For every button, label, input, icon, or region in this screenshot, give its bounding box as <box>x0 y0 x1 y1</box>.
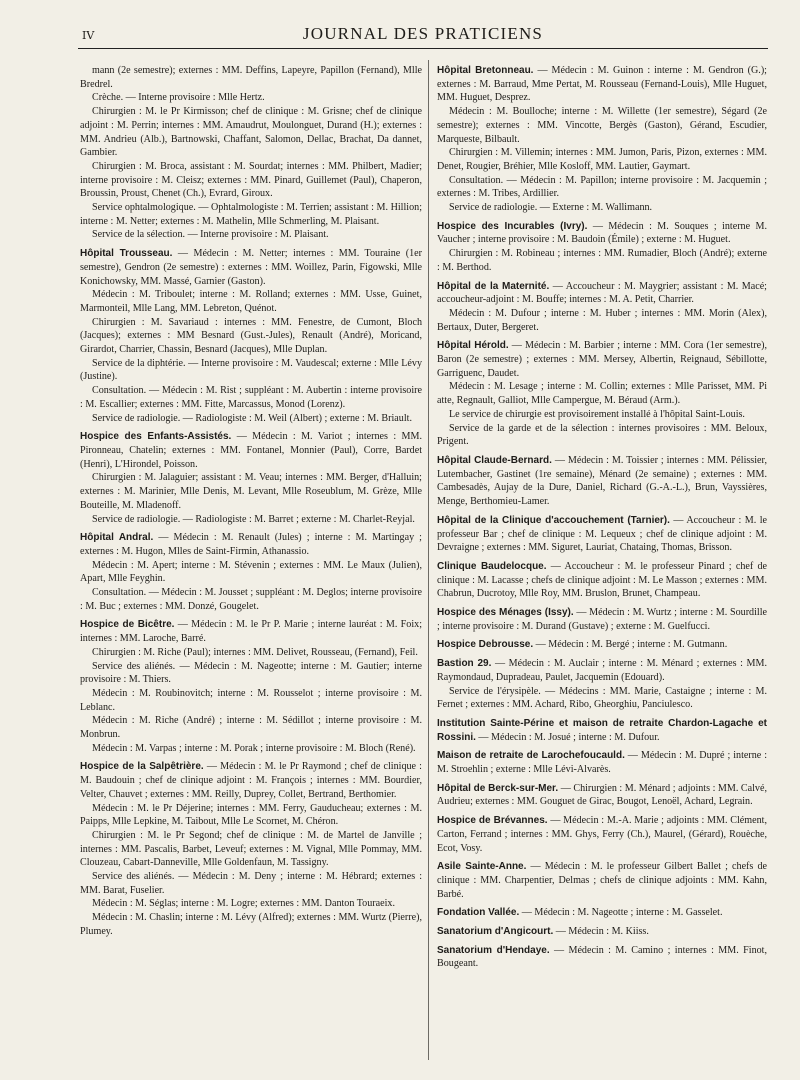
hospital-name: Sanatorium d'Angicourt. <box>437 926 554 938</box>
hospital-entry <box>437 560 767 601</box>
entry-text: Médecin : M. Dufour ; interne : M. Huber ; internes : MM. Morin (Alex), Bertaux, Duter, Bergeret. <box>437 307 767 333</box>
entry-text: Maison de retraite de Larochefoucauld. — Médecin : M. Dupré ; interne : M. Stroehlin ; externe : Mlle Lévi-Alvarès. <box>437 750 767 776</box>
hospital-name: Fondation Vallée. <box>437 907 520 919</box>
entry-text: Asile Sainte-Anne. — Médecin : M. le professeur Gilbert Ballet ; chefs de clinique : MM. Charpentier, Delmas ; chefs de clinique adjoints : MM. Kahn, Barbé. <box>437 861 767 900</box>
entry-text: Hôpital Claude-Bernard. — Médecin : M. Toissier ; internes : MM. Pélissier, Lutembacher, Gastinet (1re semaine), Ménard (2e semaine) ; externes : MM. Cambesadès, Aujay de la Dure, Daniel, Richard (G.-A.-L.), Brun, Vayssières, Menge, Berthomieu-Lamer. <box>437 454 767 508</box>
right-column <box>437 64 767 1074</box>
left-column <box>80 64 422 1074</box>
entry-text: Médecin : M. Boulloche; interne : M. Willette (1er semestre), Ségard (2e semestre); externes : MM. Vincotte, Bergès (Gaston), Gérand, Escudier, Marqueste, Bilbault. <box>437 106 767 145</box>
hospital-name: Maison de retraite de Larochefoucauld. <box>437 750 625 762</box>
hospital-name: Asile Sainte-Anne. <box>437 861 527 873</box>
entry-text: Institution Sainte-Périne et maison de retraite Chardon-Lagache et Rossini. — Médecin : M. Josué ; interne : M. Dufour. <box>437 717 767 743</box>
entry-text: Hôpital Trousseau. — Médecin : M. Netter; internes : MM. Touraine (1er semestre), Gendron (2e semestre) : externes : MM. Woillez, Parin, Figowski, Mlle Konichowsky, MM. Massé, Garnier (Gaston). <box>80 248 422 287</box>
hospital-entry <box>80 64 422 242</box>
hospital-name: Hôpital Claude-Bernard. <box>437 454 552 466</box>
hospital-name: Hospice des Enfants-Assistés. <box>80 431 232 443</box>
entry-text: Service de la garde et de la sélection : internes provisoires : MM. Beloux, Prigent. <box>437 422 767 448</box>
hospital-name: Bastion 29. <box>437 658 492 670</box>
entry-text: Hôpital Andral. — Médecin : M. Renault (Jules) ; interne : M. Martingay ; externes : M. Hugon, Mlles de Saint-Firmin, Athanassio. <box>80 532 422 557</box>
hospital-name: Hôpital Hérold. <box>437 340 509 352</box>
entry-text: Médecin : M. Séglas; interne : M. Logre; externes : MM. Danton Touraeix. <box>92 898 395 910</box>
hospital-entry <box>80 760 422 938</box>
hospital-name: Hospice de Brévannes. <box>437 815 548 827</box>
entry-text: Médecin : M. Riche (André) ; interne : M. Sédillot ; interne provisoire : M. Monbrun. <box>80 715 422 741</box>
entry-text: Chirurgien : M. Jalaguier; assistant : M. Veau; internes : MM. Berger, d'Halluin; externes : M. Marinier, Mlle Denis, M. Levant, Mlle Roseublum, M. Grèze, Mlle Bouteille, M. Mladenoff. <box>80 472 422 511</box>
hospital-entry <box>80 247 422 425</box>
entry-text: Médecin : M. Lesage ; interne : M. Collin; externes : Mlle Parisset, MM. Pi atte, Regnault, Galliot, Mlle Campergue, M. Béraud (Arm.). <box>437 381 767 407</box>
entry-text: Bastion 29. — Médecin : M. Auclair ; interne : M. Ménard ; externes : MM. Raymondaud, Dupradeau, Paulet, Jacquemin (Edouard). <box>437 658 767 683</box>
entry-text: Service de la diphtérie. — Interne provisoire : M. Vaudescal; externe : Mlle Lévy (Justine). <box>80 357 422 383</box>
entry-text: Service de radiologie. — Radiologiste : M. Barret ; externe : M. Charlet-Reyjal. <box>92 513 415 525</box>
entry-text: Chirurgien : M. Riche (Paul); internes : MM. Delivet, Rousseau, (Fernand), Feil. <box>92 646 418 658</box>
hospital-name: Hospice des Ménages (Issy). <box>437 607 574 619</box>
hospital-name: Hôpital de la Clinique d'accouchement (Tarnier). <box>437 514 670 526</box>
hospital-name: Hospice de la Salpêtrière. <box>80 761 204 773</box>
entry-text: Le service de chirurgie est provisoirement installé à l'hôpital Saint-Louis. <box>449 408 745 420</box>
hospital-entry <box>437 280 767 335</box>
entry-text: Chirurgien : M. Robineau ; internes : MM. Rumadier, Bloch (André); externe : M. Berthod. <box>437 248 767 273</box>
entry-text: Consultation. — Médecin : M. Papillon; interne provisoire : M. Jacquemin ; externes : M. Tribes, Ardillier. <box>437 174 767 200</box>
hospital-entry <box>80 531 422 613</box>
entry-text: Service de radiologie. — Radiologiste : M. Weil (Albert) ; externe : M. Briault. <box>92 412 412 424</box>
hospital-entry <box>437 220 767 275</box>
page-number: IV <box>82 29 95 42</box>
entry-text: Hôpital de la Maternité. — Accoucheur : M. Maygrier; assistant : M. Macé; accoucheur-adjoint : M. Bouffe; internes : M. A. Petit, Charrier. <box>437 280 767 306</box>
entry-text: Médecin : M. Chaslin; interne : M. Lévy (Alfred); externes : MM. Wurtz (Pierre), Plumey. <box>80 912 422 937</box>
entry-text: Médecin : M. Roubinovitch; interne : M. Rousselot ; interne provisoire : M. Leblanc. <box>80 687 422 713</box>
entry-text: Sanatorium d'Hendaye. — Médecin : M. Camino ; internes : MM. Finot, Bougeant. <box>437 944 767 970</box>
entry-text: Clinique Baudelocque. — Accoucheur : M. le professeur Pinard ; chef de clinique : M. Lacasse ; chefs de clinique adjoint : M. Le Masson ; externes : MM. Chabrun, Ducrotoy, Mlle Roy, MM. Bruslon, Brunet, Champeau. <box>437 560 767 600</box>
hospital-name: Institution Sainte-Périne et maison de retraite Chardon-Lagache et Rossini. <box>437 717 767 743</box>
entry-text: Médecin : M. le Pr Déjerine; internes : MM. Ferry, Gauducheau; externes : M. Paipps, Mlle Lepkine, M. Taibout, Mlle Le Scornet, M. Chéron. <box>80 802 422 828</box>
entry-text: Fondation Vallée. — Médecin : M. Nageotte ; interne : M. Gasselet. <box>437 907 723 919</box>
hospital-entry <box>437 514 767 555</box>
hospital-entry <box>437 454 767 509</box>
hospital-entry <box>437 339 767 449</box>
hospital-name: Hôpital de la Maternité. <box>437 280 550 292</box>
hospital-entry <box>437 814 767 855</box>
hospital-name: Hospice Debrousse. <box>437 639 534 651</box>
hospital-name: Hospice de Bicêtre. <box>80 619 175 631</box>
page-header <box>78 18 768 49</box>
entry-text: Crèche. — Interne provisoire : Mlle Hertz. <box>92 92 265 104</box>
entry-text: Hospice des Incurables (Ivry). — Médecin : M. Souques ; interne M. Vaucher ; interne provisoire : M. Baudoin (Émile) ; externe : M. Huguet. <box>437 220 767 246</box>
entry-text: Hospice Debrousse. — Médecin : M. Bergé ; interne : M. Gutmann. <box>437 639 728 651</box>
hospital-name: Hôpital Andral. <box>80 532 154 544</box>
hospital-entry <box>80 430 422 526</box>
entry-text: Service des aliénés. — Médecin : M. Deny ; interne : M. Hébrard; externes : MM. Barat, Fuselier. <box>80 871 422 896</box>
entry-text: Service de radiologie. — Externe : M. Wallimann. <box>449 202 653 214</box>
hospital-name: Hospice des Incurables (Ivry). <box>437 220 588 232</box>
hospital-entry <box>437 64 767 215</box>
hospital-entry <box>437 606 767 633</box>
entry-text: Hôpital Bretonneau. — Médecin : M. Guinon : interne : M. Gendron (G.); externes : M. Barraud, Mme Pertat, M. Rousseau (Fernand-Louis), Mlle Huguet, MM. Huguet, Desprez. <box>437 65 767 104</box>
hospital-name: Sanatorium d'Hendaye. <box>437 944 550 956</box>
entry-text: mann (2e semestre); externes : MM. Deffins, Lapeyre, Papillon (Fernand), Mlle Bredrel. <box>80 65 422 90</box>
hospital-entry <box>437 638 767 652</box>
hospital-entry <box>437 782 767 809</box>
hospital-entry <box>437 657 767 712</box>
entry-text: Chirurgien : M. le Pr Kirmisson; chef de clinique : M. Grisne; chef de clinique adjoint : M. Perrin; internes : MM. Amaudrut, Moulonguet, Durand (H.); externes : MM. Andrieu (Alb.), Bartnowski, Chaffant, Salomon, Dellac, Brachat, Da dannet, Gambier. <box>80 106 422 159</box>
entry-text: Hôpital de Berck-sur-Mer. — Chirurgien : M. Ménard ; adjoints : MM. Calvé, Audrieu; externes : MM. Gouguet de Girac, Bougot, Lenoël, Achard, Legrain. <box>437 782 767 808</box>
entry-text: Hospice de Brévannes. — Médecin : M.-A. Marie ; adjoints : MM. Clément, Carton, Ferrand ; internes : MM. Ghys, Ferry (Ch.), Maurel, (Gérard), Rouèche, Ecot, Vosy. <box>437 815 767 854</box>
entry-text: Service de la sélection. — Interne provisoire : M. Plaisant. <box>92 229 329 241</box>
hospital-entry <box>437 925 767 939</box>
entry-text: Hôpital de la Clinique d'accouchement (Tarnier). — Accoucheur : M. le professeur Bar ; chef de clinique : M. Lequeux ; chef de clinique adjoint : M. Devraigne ; externes : MM. Siguret, Lauriat, Chataing, Thomas, Brisson. <box>437 514 767 554</box>
hospital-entry <box>437 906 767 920</box>
entry-text: Hôpital Hérold. — Médecin : M. Barbier ; interne : MM. Cora (1er semestre), Baron (2e semestre) ; externes : MM. Mersey, Albertin, Reignaud, Sébillotte, Garriguenc, Daudet. <box>437 340 767 379</box>
hospital-name: Hôpital de Berck-sur-Mer. <box>437 782 559 794</box>
hospital-entry <box>437 717 767 744</box>
entry-text: Hospice des Ménages (Issy). — Médecin : M. Wurtz ; interne : M. Sourdille ; interne provisoire : M. Durand (Gustave) ; externe : M. Guelfucci. <box>437 607 767 632</box>
entry-text: Chirurgien : M. le Pr Segond; chef de clinique : M. de Martel de Janville ; internes : MM. Pascalis, Barbet, Leveuf; externes : M. Vignal, Mlle Pommay, MM. Clouzeau, Cabart-Danneville, Mlle Goldenfaun, M. Tassigny. <box>80 829 422 869</box>
entry-text: Sanatorium d'Angicourt. — Médecin : M. Kiiss. <box>437 926 649 938</box>
entry-text: Consultation. — Médecin : M. Rist ; suppléant : M. Aubertin : interne provisoire : M. Escallier; externes : MM. Fitte, Marcassus, Monod (Lorenz). <box>80 385 422 410</box>
entry-text: Chirurgien : M. Villemin; internes : MM. Jumon, Paris, Pizon, externes : MM. Denet, Rougier, Bréhier, Mlle Kosloff, MM. Lautier, Gaymart. <box>437 147 767 172</box>
entry-text: Hospice de Bicêtre. — Médecin : M. le Pr P. Marie ; interne lauréat : M. Foix; internes : MM. Laroche, Barré. <box>80 619 422 645</box>
hospital-name: Clinique Baudelocque. <box>437 560 547 572</box>
hospital-entry <box>437 749 767 776</box>
entry-text: Médecin : M. Varpas ; interne : M. Porak ; interne provisoire : M. Bloch (René). <box>92 742 416 754</box>
hospital-name: Hôpital Bretonneau. <box>437 65 534 76</box>
entry-text: Chirurgien : M. Savariaud : internes : MM. Fenestre, de Cumont, Bloch (Jacques); externes : MM Besnard (Gust.-Jules), Renault (André), Moricand, Girardot, Charrier, Chassin, Besnard (Jacques), Mlle Duplan. <box>80 316 422 356</box>
column-divider <box>428 60 429 1060</box>
entry-text: Hospice de la Salpêtrière. — Médecin : M. le Pr Raymond ; chef de clinique : M. Baudouin ; chef de clinique adjoint : M. François ; internes : MM. Bourdier, Velter, Chauvet ; externes : MM. Reilly, Duprey, Collet, Bertrand, Berthomier. <box>80 761 422 800</box>
entry-text: Service des aliénés. — Médecin : M. Nageotte; interne : M. Gautier; interne provisoire : M. Thiers. <box>80 660 422 686</box>
entry-text: Service ophtalmologique. — Ophtalmologiste : M. Terrien; assistant : M. Hillion; interne : M. Netter; externes : M. Mathelin, Mlle Schmerling, M. Plaisant. <box>80 202 422 227</box>
hospital-entry <box>437 944 767 971</box>
hospital-name: Hôpital Trousseau. <box>80 248 173 260</box>
entry-text: Hospice des Enfants-Assistés. — Médecin : M. Variot ; internes : MM. Pironneau, Chatelin; externes : MM. Fontanel, Monnier (Paul), Corre, Bardet (Henri), L'Hirondel, Poisson. <box>80 431 422 470</box>
entry-text: Médecin : M. Triboulet; interne : M. Rolland; externes : MM. Usse, Guinet, Marmonteil, Mlle Lang, MM. Lebreton, Quénot. <box>80 289 422 314</box>
journal-title: JOURNAL DES PRATICIENS <box>302 24 544 43</box>
entry-text: Médecin : M. Apert; interne : M. Stévenin ; externes : MM. Le Maux (Julien), Apart, Mlle Feyghin. <box>80 559 422 585</box>
entry-text: Chirurgien : M. Broca, assistant : M. Sourdat; internes : MM. Philbert, Madier; interne provisoire : M. Cleisz; externes : MM. Pinard, Guillemet (Paul), Chaperon, Broussin, Proust, Chenet (Ch.), Evrard, Giroux. <box>80 160 422 200</box>
entry-text: Service de l'érysipèle. — Médecins : MM. Marie, Castaigne ; interne : M. Fernet ; externes : MM. Achard, Ribo, Gheorghiu, Panciulesco. <box>437 685 767 711</box>
entry-text: Consultation. — Médecin : M. Jousset ; suppléant : M. Deglos; interne provisoire : M. Buc ; externes : MM. Donzé, Gougelet. <box>80 587 422 612</box>
hospital-entry <box>80 618 422 755</box>
hospital-entry <box>437 860 767 901</box>
